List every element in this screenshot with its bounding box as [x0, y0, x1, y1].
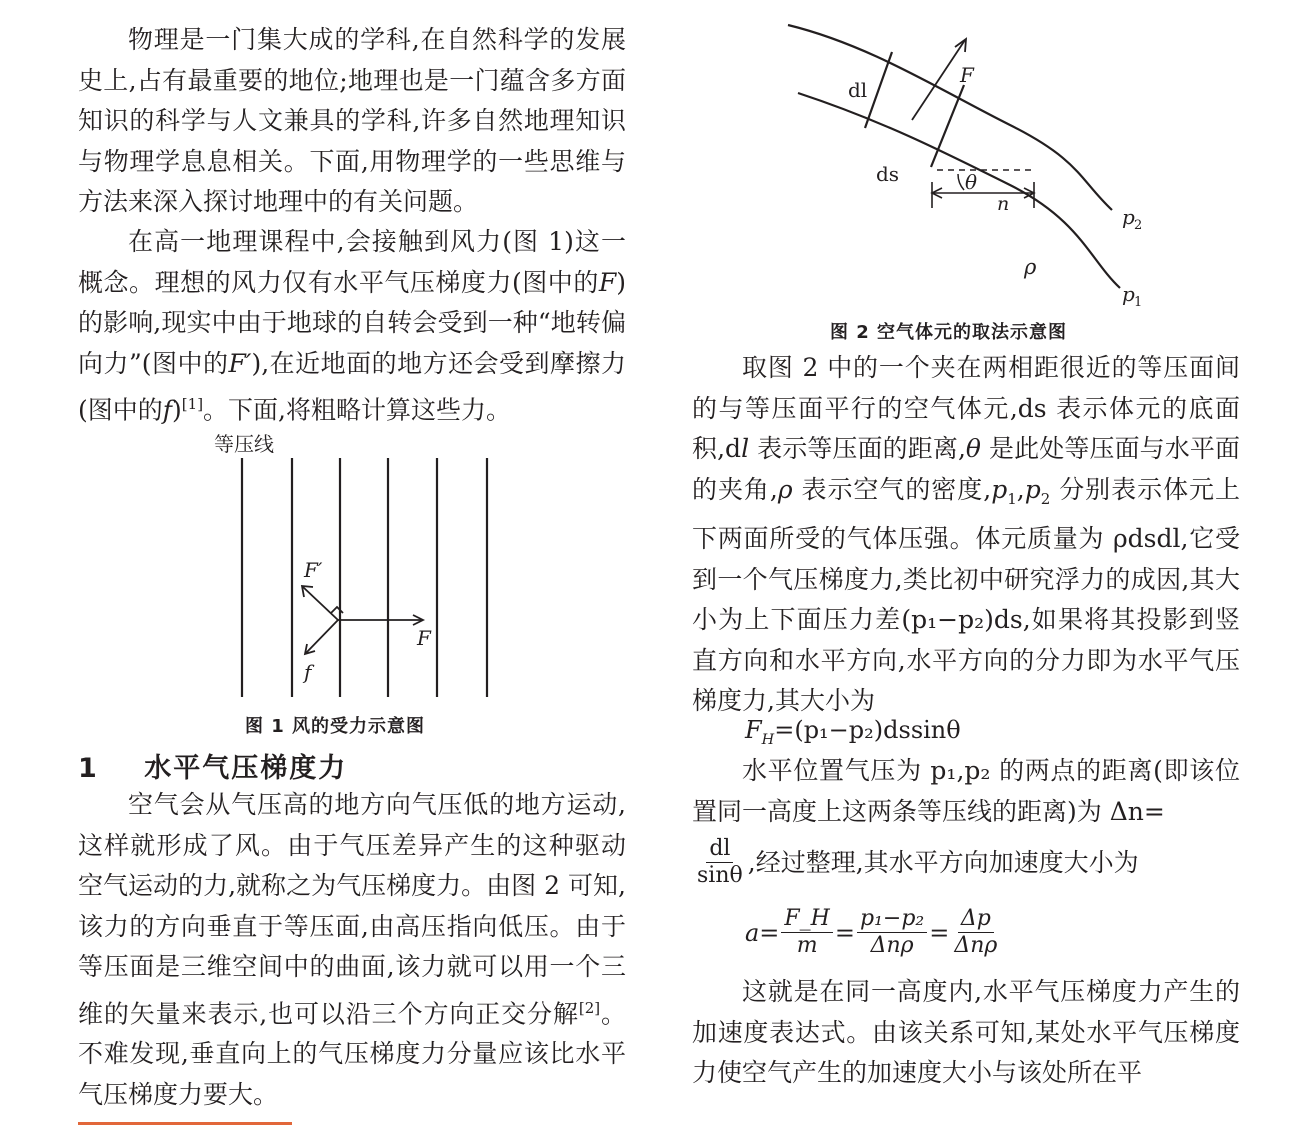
label-p2-sub: 2: [1134, 218, 1143, 233]
label-rho: ρ: [1024, 255, 1037, 279]
isobar-p1: [798, 93, 1120, 288]
label-n: n: [997, 193, 1010, 215]
section-number: 1: [78, 753, 99, 784]
figure-2-caption: 图 2 空气体元的取法示意图: [830, 322, 1068, 343]
figure-2-diagram: [760, 10, 1180, 310]
label-p1-sub: 1: [1134, 295, 1143, 310]
conclusion-paragraph: 这就是在同一高度内,水平气压梯度力产生的加速度表达式。由该关系可知,某处水平气压梯度力使空气产生的加速度大小与该处所在平: [692, 977, 1240, 1087]
force-f-arrow: [306, 620, 338, 653]
label-F: F: [417, 626, 431, 650]
distance-paragraph: 水平位置气压为 p₁,p₂ 的两点的距离(即该位置同一高度上这两条等压线的距离)为 Δn=: [692, 756, 1240, 826]
label-f: f: [304, 660, 312, 684]
citation-2: [2]: [578, 998, 601, 1017]
label-p1: p: [1122, 282, 1135, 306]
section-heading: [78, 746, 347, 785]
fraction-dl-over-sintheta: $\frac{dl}{\sin\theta}$: [697, 836, 743, 888]
angle-arc: [958, 174, 964, 190]
figure-1-caption: 图 1 风的受力示意图: [245, 716, 426, 737]
fraction-dp-over-dnrho: $\frac{\Delta p}{\text{Δnρ}}$: [954, 906, 998, 958]
intro-paragraph: 物理是一门集大成的学科,在自然科学的发展史上,占有最重要的地位;地理也是一门蕴含多方面知识的科学与人文兼具的学科,许多自然地理知识与物理学息息相关。下面,用物理学的一些思维与方法来深入探讨地理中的有关问题。: [78, 25, 626, 216]
figure-1-diagram: [200, 425, 520, 710]
equation-horizontal-force: $F_H=(p_1-p_2)dssin\theta$: [745, 716, 961, 748]
label-p2: p: [1122, 205, 1135, 229]
wind-force-paragraph: 在高一地理课程中,会接触到风力(图 1)这一概念。理想的风力仅有水平气压梯度力(图中的F)的影响,现实中由于地球的自转会受到一种“地转偏向力”(图中的F′),在近地面的地方还会受到摩擦力(图中的f)[1]。下面,将粗略计算这些力。: [78, 227, 626, 425]
force-F-arrow: [912, 40, 965, 120]
label-theta: θ: [965, 170, 978, 194]
figure-1: [200, 425, 520, 710]
right-angle-mark: [331, 607, 343, 613]
fraction-FH-over-m: $\frac{F\_H}{m}$: [781, 906, 832, 959]
air-element-paragraph: 取图 2 中的一个夹在两相距很近的等压面间的与等压面平行的空气体元,ds 表示体元的底面积,dl 表示等压面的距离,θ 是此处等压面与水平面的夹角,ρ 表示空气的密度$,p_1,p_2$ 分别表示体元上下两面所受的气体压强。体元质量为 ρdsdl,它受到一个气压梯度力,类比初中研究浮力的成因,其大小为上下面压力差(p₁−p₂)ds,如果将其投影到竖直方向和水平方向,水平方向的分力即为水平气压梯度力,其大小为: [692, 353, 1240, 715]
force-Fprime-arrow: [303, 587, 338, 620]
label-ds: ds: [876, 162, 900, 186]
element-side: [865, 52, 892, 128]
label-F: F: [960, 63, 974, 87]
label-dl: dl: [848, 78, 868, 102]
section-title: 水平气压梯度力: [144, 753, 348, 784]
isobar-label: 等压线: [214, 432, 274, 456]
figure-2: [760, 10, 1180, 310]
equation-acceleration: a= $\frac{F\_H}{m}$ = $\frac{\text{p₁−p₂}}{\text{Δnρ}}$ = $\frac{\Delta p}{\text{Δnρ}}$: [745, 906, 1002, 959]
label-Fprime: F′: [304, 558, 323, 582]
citation-1: [1]: [181, 395, 204, 413]
distance-fraction-line: $\frac{dl}{\sin\theta}$ ,经过整理,其水平方向加速度大小为: [692, 836, 1139, 889]
pressure-gradient-paragraph: 空气会从气压高的地方向气压低的地方运动,这样就形成了风。由于气压差异产生的这种驱动空气运动的力,就称之为气压梯度力。由图 2 可知,该力的方向垂直于等压面,由高压指向低压。由于等压面是三维空间中的曲面,该力就可以用一个三维的矢量来表示,也可以沿三个方向正交分解[2]。不难发现,垂直向上的气压梯度力分量应该比水平气压梯度力要大。: [78, 790, 626, 1109]
fraction-pdiff-over-dnrho: $\frac{\text{p₁−p₂}}{\text{Δnρ}}$: [857, 906, 927, 959]
footnote-rule: [78, 1122, 292, 1125]
